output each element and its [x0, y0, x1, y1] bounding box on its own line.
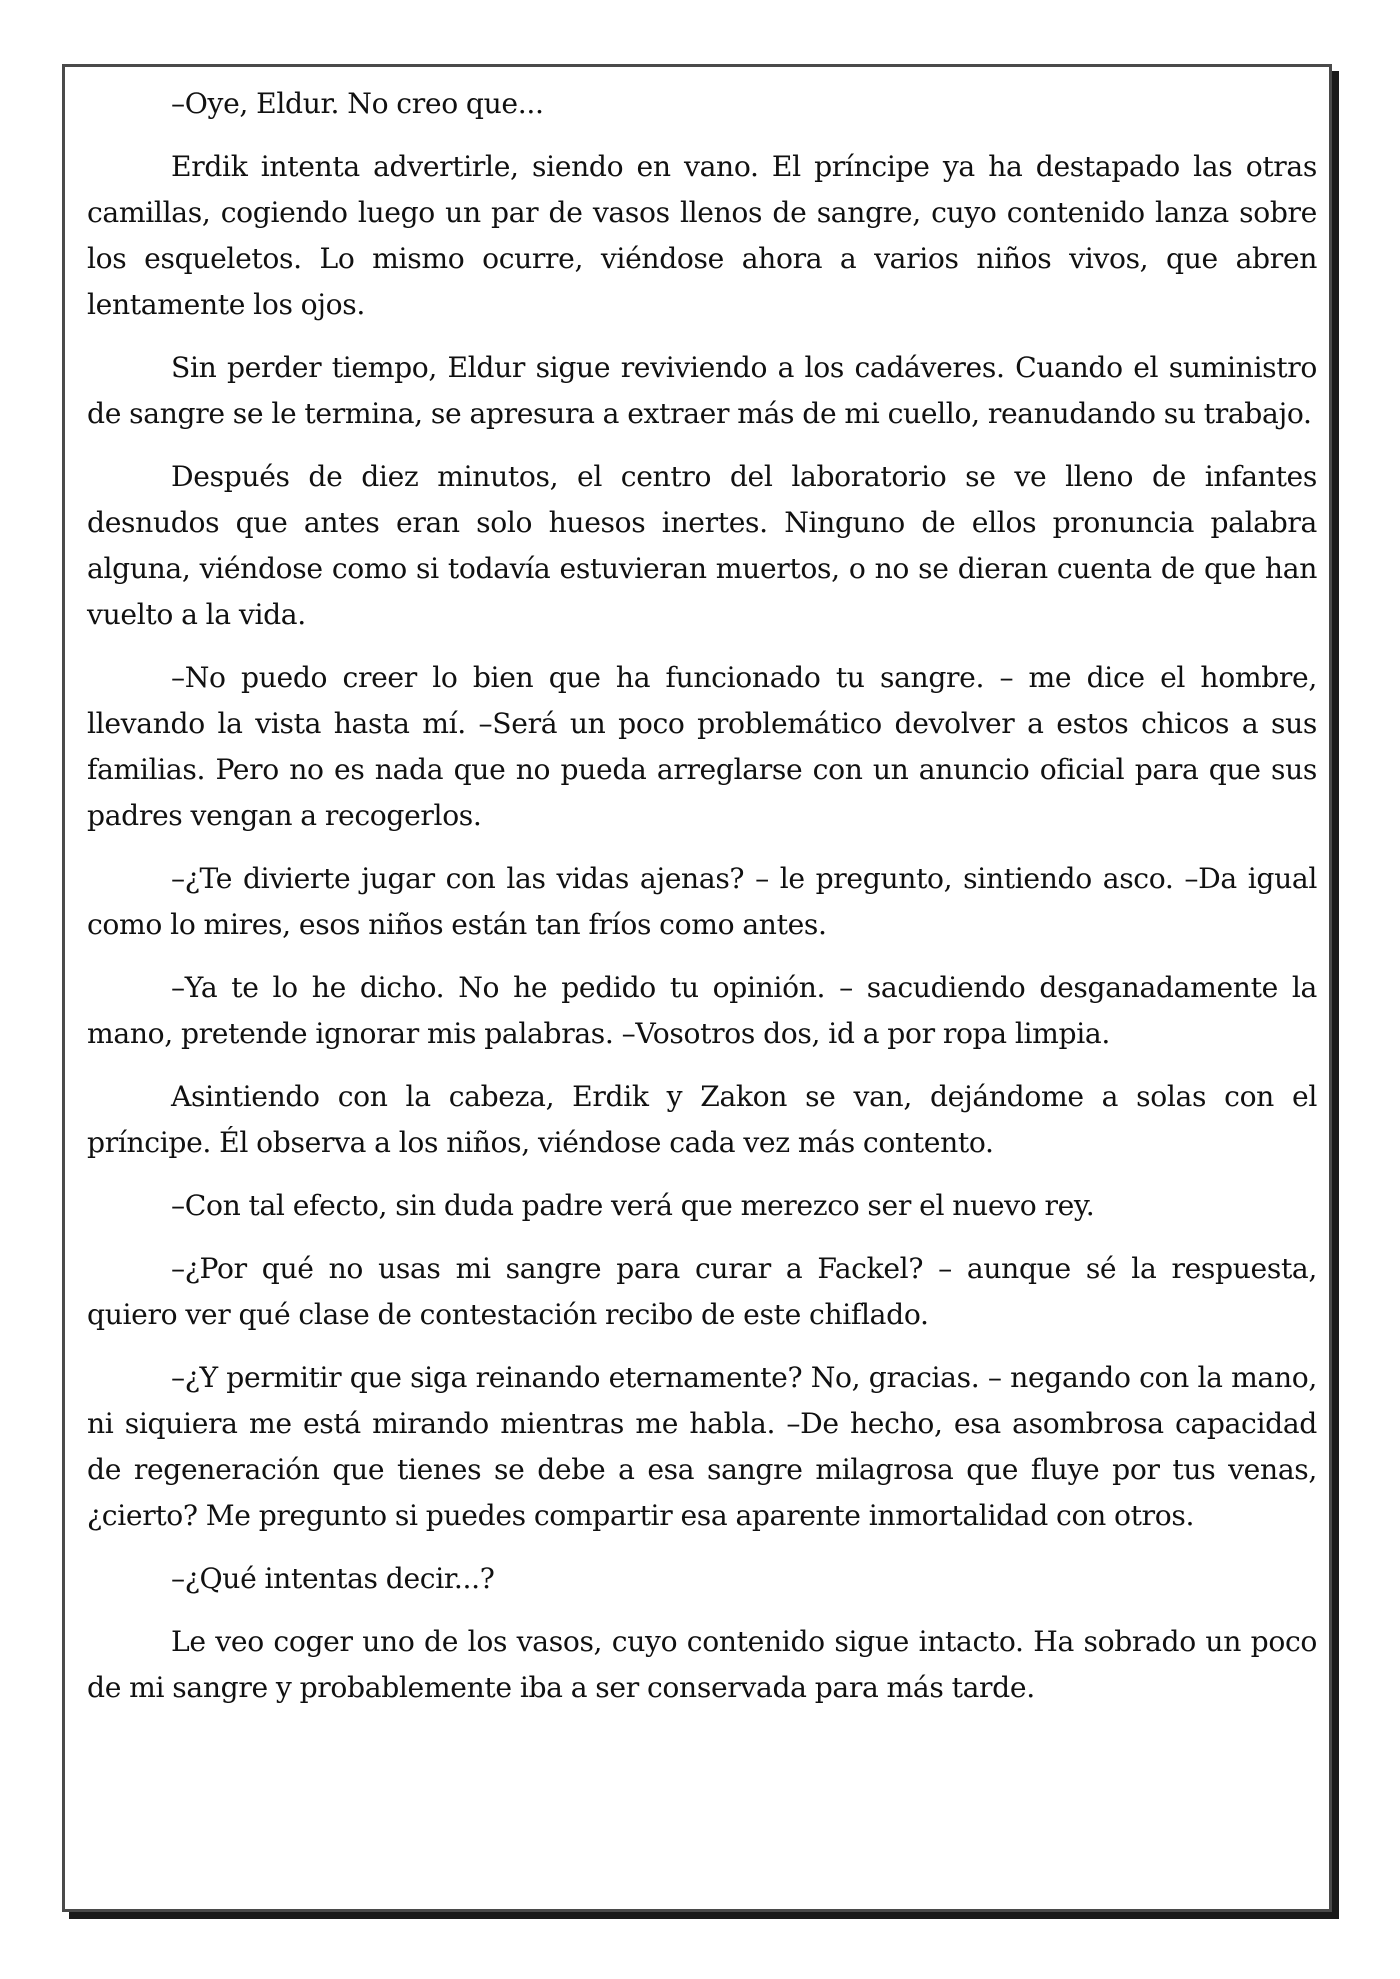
paragraph-6: –¿Te divierte jugar con las vidas ajenas? – le pregunto, sintiendo asco. –Da igual como lo mires, esos niños están tan fríos como antes.: [87, 862, 1317, 941]
document-body: [87, 81, 1317, 1728]
paragraph-7: –Ya te lo he dicho. No he pedido tu opinión. – sacudiendo desganadamente la mano, pretende ignorar mis palabras. –Vosotros dos, id a por ropa limpia.: [87, 971, 1317, 1050]
paragraph-12: –¿Qué intentas decir...?: [171, 1562, 495, 1595]
paragraph-9: –Con tal efecto, sin duda padre verá que merezco ser el nuevo rey.: [171, 1189, 1095, 1222]
paragraph-1: –Oye, Eldur. No creo que...: [171, 87, 544, 120]
paragraph-2: Erdik intenta advertirle, siendo en vano. El príncipe ya ha destapado las otras camillas, cogiendo luego un par de vasos llenos de sangre, cuyo contenido lanza sobre los esqueletos. Lo mismo ocurre, viéndose ahora a varios niños vivos, que abren lentamente los ojos.: [87, 150, 1317, 321]
paragraph-3: Sin perder tiempo, Eldur sigue reviviendo a los cadáveres. Cuando el suministro de sangre se le termina, se apresura a extraer más de mi cuello, reanudando su trabajo.: [87, 351, 1317, 430]
paragraph-8: Asintiendo con la cabeza, Erdik y Zakon se van, dejándome a solas con el príncipe. Él observa a los niños, viéndose cada vez más contento.: [87, 1080, 1317, 1159]
paragraph-10: –¿Por qué no usas mi sangre para curar a Fackel? – aunque sé la respuesta, quiero ver qué clase de contestación recibo de este chiflado.: [87, 1252, 1317, 1331]
paragraph-13: Le veo coger uno de los vasos, cuyo contenido sigue intacto. Ha sobrado un poco de mi sangre y probablemente iba a ser conservada para más tarde.: [87, 1625, 1317, 1704]
paragraph-4: Después de diez minutos, el centro del laboratorio se ve lleno de infantes desnudos que antes eran solo huesos inertes. Ninguno de ellos pronuncia palabra alguna, viéndose como si todavía estuvieran muertos, o no se dieran cuenta de que han vuelto a la vida.: [87, 460, 1317, 631]
paragraph-5: –No puedo creer lo bien que ha funcionado tu sangre. – me dice el hombre, llevando la vista hasta mí. –Será un poco problemático devolver a estos chicos a sus familias. Pero no es nada que no pueda arreglarse con un anuncio oficial para que sus padres vengan a recogerlos.: [87, 661, 1317, 832]
paragraph-11: –¿Y permitir que siga reinando eternamente? No, gracias. – negando con la mano, ni siquiera me está mirando mientras me habla. –De hecho, esa asombrosa capacidad de regeneración que tienes se debe a esa sangre milagrosa que fluye por tus venas, ¿cierto? Me pregunto si puedes compartir esa aparente inmortalidad con otros.: [87, 1361, 1317, 1532]
page-frame: [62, 64, 1332, 1912]
